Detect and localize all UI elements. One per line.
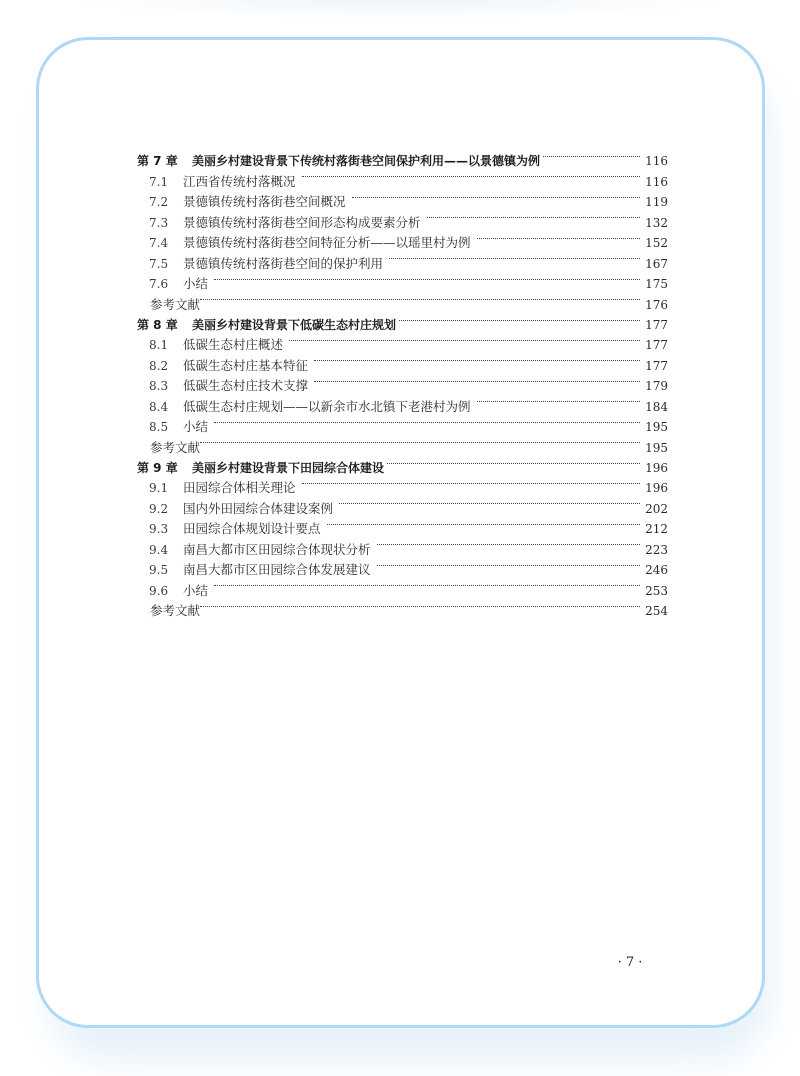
section-number: 7.4 [149,236,169,251]
toc-section-9-1[interactable] [137,472,668,496]
toc-section-7-3[interactable] [137,206,668,230]
toc-references-8[interactable] [137,431,668,455]
toc-chapter-9[interactable] [137,452,668,475]
page-number: 132 [645,215,668,230]
page-number: 116 [645,154,668,169]
section-number: 8.3 [149,379,169,394]
table-of-contents [137,145,668,619]
section-number: 7.5 [149,256,169,271]
section-number: 7.6 [149,277,169,292]
section-title: 国内外田园综合体建设案例 [183,500,334,516]
section-number: 7.1 [149,174,169,189]
section-title: 景德镇传统村落街巷空间特征分析——以瑶里村为例 [183,235,471,251]
page-number: 119 [645,195,668,210]
page-number: 176 [645,297,668,312]
section-title: 低碳生态村庄规划——以新余市水北镇下老港村为例 [183,398,471,414]
section-title: 景德镇传统村落街巷空间概况 [183,194,346,210]
chapter-label: 第 8 章 [137,317,178,332]
section-number: 8.1 [149,338,169,353]
toc-section-7-1[interactable] [137,165,668,189]
page-number: 246 [645,563,668,578]
toc-section-8-2[interactable] [137,349,668,373]
page-number: 253 [645,583,668,598]
toc-section-7-5[interactable] [137,247,668,271]
section-title: 低碳生态村庄技术支撑 [183,378,309,394]
page-number: 177 [645,317,668,332]
section-number: 8.2 [149,358,169,373]
toc-section-9-5[interactable] [137,554,668,578]
section-title: 低碳生态村庄基本特征 [183,357,309,373]
page-number: 167 [645,256,668,271]
toc-section-8-4[interactable] [137,390,668,414]
dot-leader [302,472,640,492]
toc-section-7-6[interactable] [137,268,668,292]
toc-section-9-2[interactable] [137,492,668,516]
dot-leader [214,411,640,431]
dot-leader [339,492,640,512]
page-number: 177 [645,358,668,373]
section-title: 景德镇传统村落街巷空间形态构成要素分析 [183,214,421,230]
section-title: 田园综合体规划设计要点 [183,521,321,537]
page-number: 254 [645,604,668,619]
section-title: 景德镇传统村落街巷空间的保护利用 [183,255,384,271]
page-number: 223 [645,542,668,557]
page-number: 212 [645,522,668,537]
toc-references-9[interactable] [137,595,668,619]
chapter-title: 美丽乡村建设背景下低碳生态村庄规划 [192,317,397,332]
references-label: 参考文献 [150,296,201,312]
chapter-title: 美丽乡村建设背景下田园综合体建设 [192,461,385,475]
section-number: 9.1 [149,481,169,496]
dot-leader [387,452,640,472]
page-number: 196 [645,481,668,496]
toc-references-7[interactable] [137,288,668,312]
section-title: 田园综合体相关理论 [183,480,296,496]
dot-leader [214,574,640,594]
toc-section-8-5[interactable] [137,411,668,435]
dot-leader [200,595,640,615]
references-label: 参考文献 [150,603,201,619]
page-number: 202 [645,501,668,516]
page-number: 177 [645,338,668,353]
section-number: 9.5 [149,563,169,578]
dot-leader [377,533,640,553]
dot-leader [327,513,640,533]
toc-section-8-3[interactable] [137,370,668,394]
dot-leader [200,431,640,451]
page-number: 175 [645,277,668,292]
dot-leader [302,165,640,185]
toc-chapter-7[interactable] [137,145,668,169]
section-number: 7.2 [149,195,169,210]
dot-leader [477,390,640,410]
page-number: 184 [645,399,668,414]
section-title: 低碳生态村庄概述 [183,337,284,353]
section-number: 8.4 [149,399,169,414]
section-title: 南昌大都市区田园综合体发展建议 [183,562,371,578]
page-number: 196 [645,461,668,475]
toc-section-9-6[interactable] [137,574,668,598]
toc-section-7-2[interactable] [137,186,668,210]
page-number: 152 [645,236,668,251]
section-number: 9.6 [149,583,169,598]
references-label: 参考文献 [150,439,201,455]
section-number: 9.2 [149,501,169,516]
toc-chapter-8[interactable] [137,309,668,332]
chapter-title: 美丽乡村建设背景下传统村落街巷空间保护利用——以景德镇为例 [192,154,541,169]
dot-leader [377,554,640,574]
section-number: 9.3 [149,522,169,537]
page-number: 116 [645,174,668,189]
dot-leader [389,247,640,267]
toc-section-8-1[interactable] [137,329,668,353]
toc-section-9-3[interactable] [137,513,668,537]
page-number: 195 [645,420,668,435]
toc-section-9-4[interactable] [137,533,668,557]
chapter-label: 第 7 章 [137,154,178,169]
section-number: 9.4 [149,542,169,557]
section-title: 小结 [183,582,209,598]
dot-leader [214,268,640,288]
dot-leader [477,227,640,247]
section-number: 7.3 [149,215,169,230]
dot-leader [314,370,640,390]
dot-leader [314,349,640,369]
section-title: 南昌大都市区田园综合体现状分析 [183,541,371,557]
toc-section-7-4[interactable] [137,227,668,251]
dot-leader [543,145,640,165]
dot-leader [352,186,640,206]
section-number: 8.5 [149,420,169,435]
dot-leader [289,329,640,349]
section-title: 小结 [183,276,209,292]
dot-leader [399,309,640,329]
dot-leader [427,206,640,226]
page-number: 179 [645,379,668,394]
dot-leader [200,288,640,308]
section-title: 江西省传统村落概况 [183,173,296,189]
page-number: 195 [645,440,668,455]
chapter-label: 第 9 章 [137,461,178,475]
section-title: 小结 [183,419,209,435]
top-fade [60,0,740,20]
page-folio: · 7 · [617,955,643,970]
